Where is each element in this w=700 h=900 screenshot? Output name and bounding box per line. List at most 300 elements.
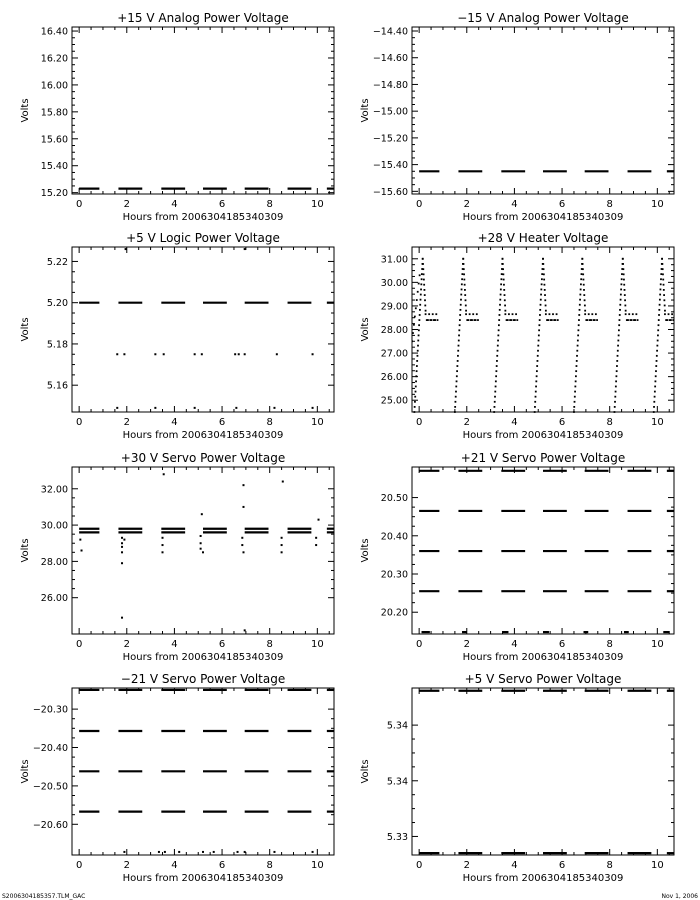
data-point [469, 313, 471, 315]
data-point [413, 411, 415, 413]
data-point [616, 370, 618, 372]
data-point [540, 299, 542, 301]
data-point [544, 294, 546, 296]
data-point [495, 375, 497, 377]
data-point [582, 273, 584, 275]
data-point [658, 319, 660, 321]
x-tick-label: 4 [511, 639, 518, 650]
data-point [627, 319, 629, 321]
data-point [465, 313, 467, 315]
data-point [315, 544, 317, 546]
data-point [662, 268, 664, 270]
data-point [580, 289, 582, 291]
data-point [620, 289, 622, 291]
data-point [494, 401, 496, 403]
chart-panel-3 [20, 231, 334, 441]
data-point [495, 386, 497, 388]
data-point [121, 562, 123, 564]
data-point [538, 334, 540, 336]
data-point [618, 329, 620, 331]
data-point [420, 294, 422, 296]
x-tick-label: 2 [463, 417, 470, 428]
y-tick-label: 16.40 [40, 26, 68, 38]
data-point [315, 537, 317, 539]
data-point [577, 334, 579, 336]
data-point [549, 313, 551, 315]
x-tick-label: 8 [266, 860, 273, 871]
data-layer [79, 473, 334, 631]
data-point [200, 548, 202, 550]
data-point [318, 519, 320, 521]
data-point [512, 313, 514, 315]
data-point [502, 263, 504, 265]
data-point [458, 340, 460, 342]
data-point [461, 273, 463, 275]
x-tick-label: 8 [606, 639, 613, 650]
chart-title: +28 V Heater Voltage [477, 231, 609, 245]
x-tick-label: 2 [123, 639, 130, 650]
data-point [632, 313, 634, 315]
x-tick-label: 4 [171, 860, 178, 871]
chart-title: −21 V Servo Power Voltage [120, 672, 286, 686]
data-point [538, 324, 540, 326]
data-point [617, 345, 619, 347]
y-axis-label: Volts [360, 317, 371, 342]
data-point [178, 851, 180, 853]
data-point [493, 411, 495, 413]
data-point [461, 278, 463, 280]
data-point [581, 258, 583, 260]
data-point [500, 294, 502, 296]
data-point [552, 313, 554, 315]
data-point [583, 279, 585, 281]
data-point [123, 851, 125, 853]
x-tick-label: 6 [218, 199, 226, 210]
data-point [454, 411, 456, 413]
data-point [624, 294, 626, 296]
y-tick-label: −15.20 [372, 133, 408, 145]
y-tick-label: 5.34 [386, 720, 408, 732]
data-point [455, 396, 457, 398]
data-point [163, 473, 165, 475]
data-point [312, 407, 314, 409]
x-tick-label: 4 [511, 199, 518, 210]
data-point [121, 546, 123, 548]
data-point [540, 289, 542, 291]
data-point [423, 279, 425, 281]
data-point [510, 319, 512, 321]
data-point [656, 355, 658, 357]
data-point [656, 345, 658, 347]
data-point [662, 273, 664, 275]
data-point [435, 313, 437, 315]
data-point [244, 353, 246, 355]
data-point [497, 350, 499, 352]
data-point [464, 294, 466, 296]
data-point [416, 299, 418, 301]
data-point [411, 340, 413, 342]
data-point [200, 535, 202, 537]
data-point [623, 279, 625, 281]
data-point [458, 345, 460, 347]
data-point [545, 310, 547, 312]
y-axis-label: Volts [20, 98, 31, 123]
data-point [418, 283, 420, 285]
data-point [241, 537, 243, 539]
y-tick-label: 5.20 [46, 298, 68, 310]
data-point [659, 304, 661, 306]
data-point [242, 484, 244, 486]
x-tick-label: 4 [511, 417, 518, 428]
data-point [459, 324, 461, 326]
data-layer [419, 471, 674, 632]
data-point [654, 386, 656, 388]
data-point [455, 386, 457, 388]
data-point [416, 365, 418, 367]
data-point [663, 299, 665, 301]
x-tick-label: 6 [558, 639, 566, 650]
y-tick-label: 16.00 [40, 80, 68, 92]
data-point [556, 313, 558, 315]
data-point [577, 340, 579, 342]
x-tick-label: 6 [558, 860, 566, 871]
data-point [420, 299, 422, 301]
y-tick-label: 16.20 [40, 53, 68, 65]
data-point [420, 283, 422, 285]
x-axis-label: Hours from 2006304185340309 [122, 652, 284, 663]
data-point [282, 481, 284, 483]
data-point [675, 313, 677, 315]
x-tick-label: 10 [310, 417, 324, 428]
chart-panel-4 [360, 231, 678, 441]
y-tick-label: 28.00 [40, 556, 68, 568]
data-point [463, 268, 465, 270]
data-point [660, 273, 662, 275]
data-point [273, 407, 275, 409]
data-point [419, 309, 421, 311]
data-point [660, 278, 662, 280]
data-point [415, 391, 417, 393]
data-point [655, 365, 657, 367]
data-point [615, 386, 617, 388]
x-tick-label: 4 [511, 860, 518, 871]
data-point [540, 304, 542, 306]
data-point [194, 407, 196, 409]
y-tick-label: −14.80 [372, 79, 408, 91]
x-tick-label: 0 [75, 199, 83, 210]
data-point [631, 319, 633, 321]
data-point [620, 299, 622, 301]
x-tick-label: 0 [415, 860, 423, 871]
data-point [545, 313, 547, 315]
data-point [273, 851, 275, 853]
data-point [458, 334, 460, 336]
y-tick-label: −20.50 [32, 781, 68, 793]
data-point [162, 537, 164, 539]
data-point [541, 273, 543, 275]
data-point [425, 310, 427, 312]
data-point [615, 380, 617, 382]
y-tick-label: 15.60 [40, 134, 68, 146]
x-tick-label: 10 [650, 417, 664, 428]
data-point [460, 304, 462, 306]
data-point [676, 319, 678, 321]
data-point [655, 375, 657, 377]
y-tick-label: 20.30 [380, 569, 408, 581]
data-point [635, 313, 637, 315]
data-point [461, 289, 463, 291]
data-point [494, 396, 496, 398]
data-point [658, 314, 660, 316]
x-tick-label: 2 [463, 639, 470, 650]
data-point [544, 284, 546, 286]
data-point [455, 401, 457, 403]
data-point [579, 309, 581, 311]
data-point [596, 319, 598, 321]
x-tick-label: 8 [606, 417, 613, 428]
data-point [658, 324, 660, 326]
data-point [125, 248, 127, 250]
x-tick-label: 4 [171, 199, 178, 210]
data-point [507, 319, 509, 321]
data-point [538, 340, 540, 342]
data-point [619, 309, 621, 311]
data-point [503, 289, 505, 291]
data-point [459, 319, 461, 321]
data-point [580, 283, 582, 285]
data-point [281, 551, 283, 553]
data-point [664, 310, 666, 312]
data-point [498, 324, 500, 326]
data-point [499, 304, 501, 306]
data-point [579, 304, 581, 306]
y-tick-label: 26.00 [40, 593, 68, 605]
data-point [594, 319, 596, 321]
data-point [419, 304, 421, 306]
data-point [654, 391, 656, 393]
data-point [427, 319, 429, 321]
data-point [537, 360, 539, 362]
plot-frame [72, 247, 334, 412]
data-point [121, 551, 123, 553]
y-tick-label: −15.00 [372, 106, 408, 118]
data-point [579, 294, 581, 296]
x-tick-label: 6 [558, 417, 566, 428]
data-point [557, 319, 559, 321]
x-axis-label: Hours from 2006304185340309 [462, 212, 624, 223]
data-point [508, 313, 510, 315]
chart-title: +5 V Logic Power Voltage [126, 231, 280, 245]
data-point [659, 299, 661, 301]
data-point [539, 309, 541, 311]
data-point [619, 319, 621, 321]
footer-date: Nov 1, 2006 [661, 893, 698, 900]
data-point [417, 345, 419, 347]
x-tick-label: 6 [218, 417, 226, 428]
data-point [422, 258, 424, 260]
x-axis-label: Hours from 2006304185340309 [122, 430, 284, 441]
data-point [465, 299, 467, 301]
data-point [500, 278, 502, 280]
data-point [238, 353, 240, 355]
data-point [414, 406, 416, 408]
data-point [618, 334, 620, 336]
data-point [574, 391, 576, 393]
y-tick-label: 5.22 [46, 256, 68, 268]
data-point [539, 314, 541, 316]
y-tick-label: 30.00 [380, 277, 408, 289]
data-point [653, 406, 655, 408]
data-point [460, 299, 462, 301]
data-point [655, 370, 657, 372]
y-tick-label: 5.33 [386, 831, 408, 843]
x-tick-label: 4 [171, 417, 178, 428]
x-axis-label: Hours from 2006304185340309 [462, 873, 624, 884]
data-point [414, 316, 416, 318]
data-point [465, 305, 467, 307]
data-point [276, 353, 278, 355]
data-point [244, 629, 246, 631]
x-tick-label: 6 [218, 639, 226, 650]
data-point [514, 319, 516, 321]
data-point [551, 319, 553, 321]
data-point [554, 319, 556, 321]
data-point [503, 284, 505, 286]
data-point [582, 268, 584, 270]
y-tick-label: 30.00 [40, 520, 68, 532]
data-point [500, 283, 502, 285]
x-tick-label: 4 [171, 639, 178, 650]
data-point [574, 401, 576, 403]
data-point [235, 407, 237, 409]
data-point [234, 353, 236, 355]
data-point [614, 396, 616, 398]
data-point [581, 273, 583, 275]
data-point [123, 353, 125, 355]
plot-frame [72, 27, 334, 194]
data-point [660, 283, 662, 285]
data-point [621, 278, 623, 280]
data-point [617, 355, 619, 357]
y-tick-label: 28.00 [380, 325, 408, 336]
data-point [312, 851, 314, 853]
data-point [432, 313, 434, 315]
data-point [502, 258, 504, 260]
data-point [584, 305, 586, 307]
data-point [656, 350, 658, 352]
data-point [465, 310, 467, 312]
data-point [472, 313, 474, 315]
data-point [544, 299, 546, 301]
data-point [621, 273, 623, 275]
y-tick-label: 5.18 [46, 339, 68, 351]
data-point [618, 324, 620, 326]
data-point [244, 851, 246, 853]
y-tick-label: −15.40 [372, 160, 408, 172]
data-point [434, 319, 436, 321]
data-point [281, 537, 283, 539]
data-point [625, 310, 627, 312]
data-point [468, 319, 470, 321]
data-point [619, 314, 621, 316]
data-point [418, 319, 420, 321]
data-point [494, 406, 496, 408]
data-point [545, 305, 547, 307]
data-point [576, 360, 578, 362]
data-point [619, 304, 621, 306]
y-tick-label: 29.00 [380, 301, 408, 313]
data-point [659, 294, 661, 296]
data-point [654, 396, 656, 398]
data-point [415, 380, 417, 382]
data-point [121, 537, 123, 539]
y-axis-label: Volts [360, 98, 371, 123]
data-point [417, 291, 419, 293]
data-point [457, 355, 459, 357]
data-point [237, 851, 239, 853]
y-tick-label: 15.80 [40, 107, 68, 119]
data-point [242, 551, 244, 553]
data-point [459, 314, 461, 316]
chart-panel-1 [20, 11, 334, 223]
data-point [534, 411, 536, 413]
data-point [539, 319, 541, 321]
y-tick-label: −20.40 [32, 743, 68, 755]
y-tick-label: −20.60 [32, 819, 68, 831]
data-point [575, 370, 577, 372]
data-point [623, 284, 625, 286]
data-point [162, 551, 164, 553]
data-point [476, 313, 478, 315]
y-axis-label: Volts [360, 538, 371, 563]
data-point [504, 310, 506, 312]
data-point [424, 294, 426, 296]
data-point [540, 294, 542, 296]
data-point [664, 313, 666, 315]
data-point [584, 299, 586, 301]
data-point [417, 350, 419, 352]
data-point [660, 289, 662, 291]
data-point [573, 411, 575, 413]
data-point [419, 274, 421, 276]
data-point [417, 355, 419, 357]
data-point [543, 279, 545, 281]
x-tick-label: 6 [558, 199, 566, 210]
data-point [615, 391, 617, 393]
x-tick-label: 2 [463, 199, 470, 210]
x-tick-label: 8 [266, 417, 273, 428]
data-point [461, 283, 463, 285]
data-point [625, 313, 627, 315]
x-axis-label: Hours from 2006304185340309 [122, 212, 284, 223]
data-point [575, 380, 577, 382]
data-point [415, 386, 417, 388]
data-point [504, 294, 506, 296]
data-point [471, 319, 473, 321]
data-point [213, 851, 215, 853]
data-point [624, 299, 626, 301]
data-point [577, 345, 579, 347]
x-tick-label: 10 [650, 199, 664, 210]
data-point [498, 329, 500, 331]
data-point [457, 360, 459, 362]
data-point [475, 319, 477, 321]
data-point [628, 313, 630, 315]
chart-title: +21 V Servo Power Voltage [460, 451, 626, 465]
x-tick-label: 2 [463, 860, 470, 871]
data-point [576, 365, 578, 367]
x-tick-label: 8 [266, 199, 273, 210]
